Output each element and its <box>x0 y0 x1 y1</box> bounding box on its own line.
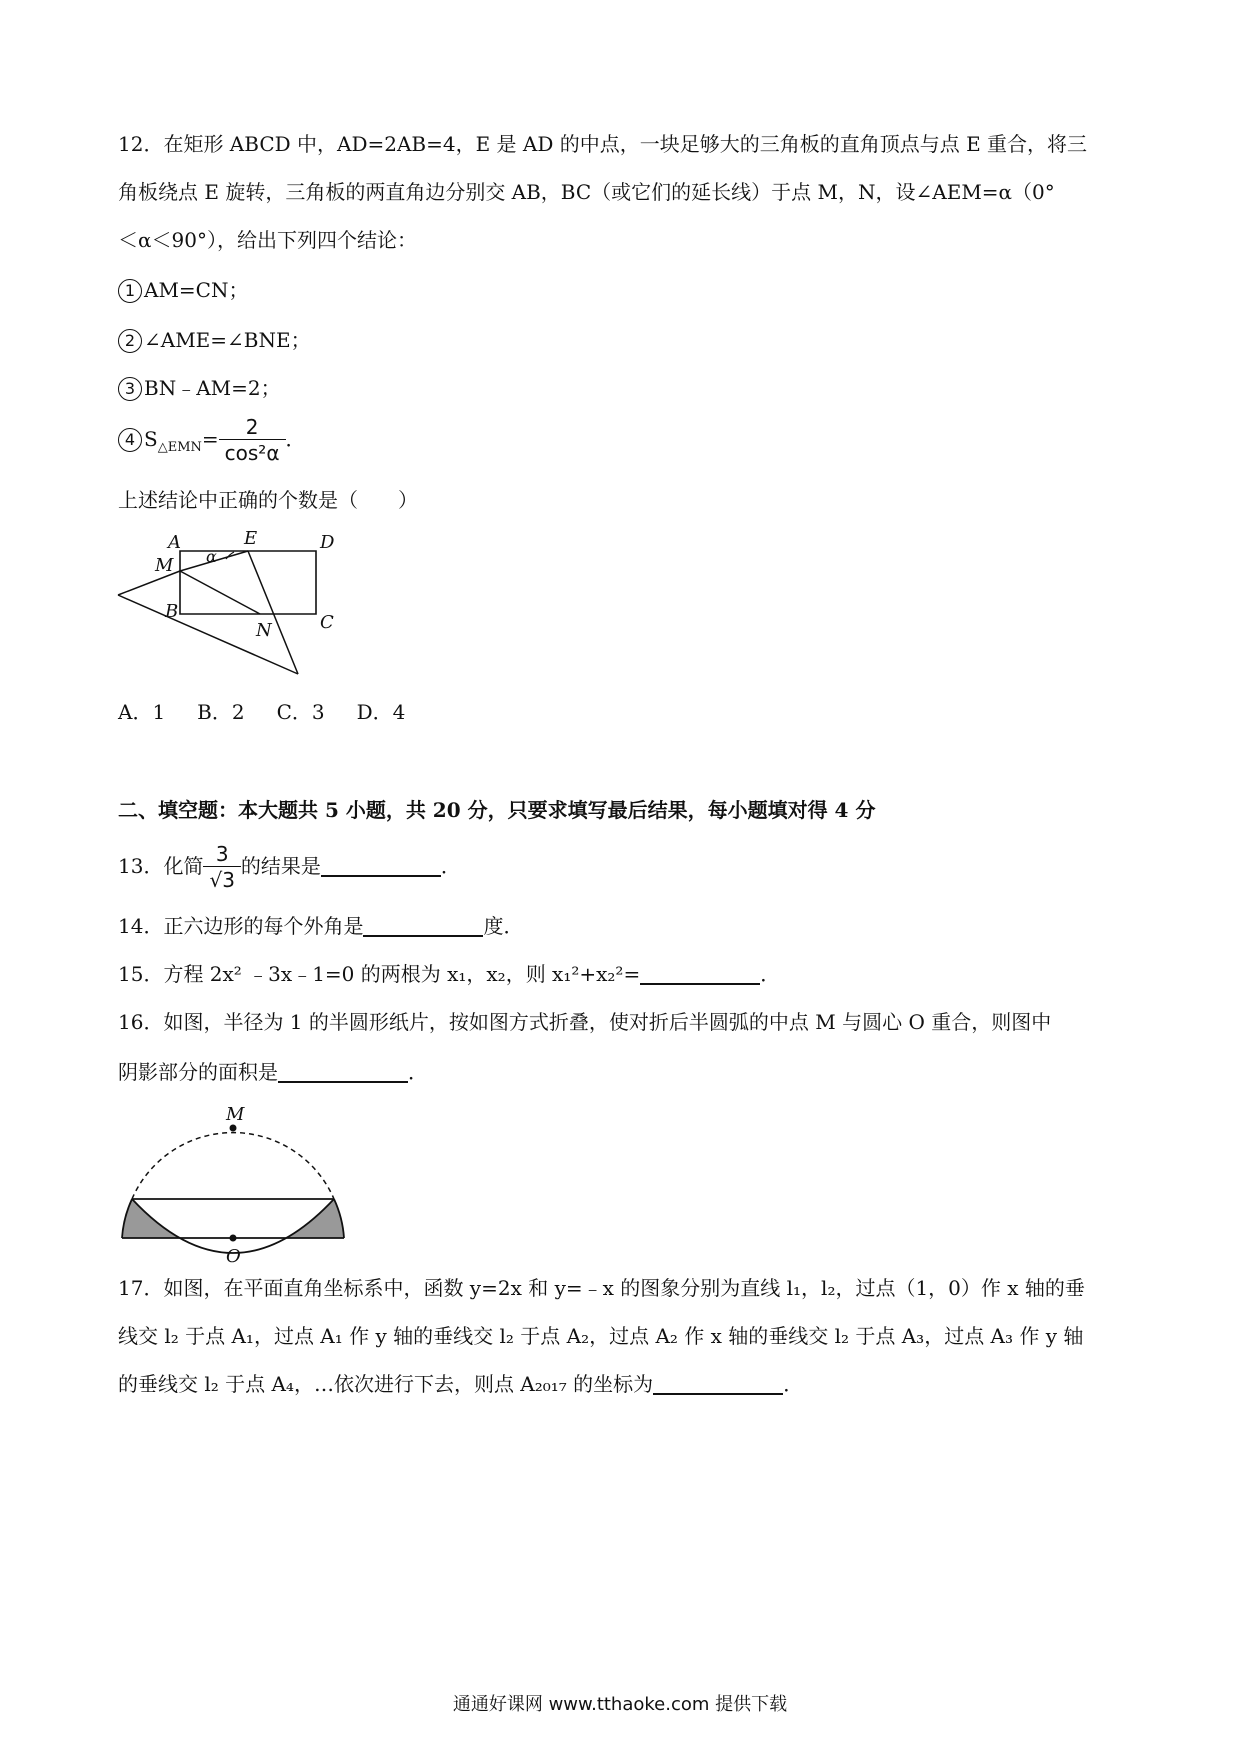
label-d: D <box>320 532 335 553</box>
q15-text: 15．方程 2x² ﹣3x﹣1=0 的两根为 x₁，x₂，则 x₁²+x₂²= <box>118 962 641 986</box>
q17-line-1: 17．如图，在平面直角坐标系中，函数 y=2x 和 y=﹣x 的图象分别为直线 l₁，l₂，过点（1，0）作 x 轴的垂 <box>118 1276 1085 1300</box>
q12-conclusion-1 <box>118 276 248 304</box>
label-o: O <box>226 1246 241 1267</box>
folded-arc <box>132 1199 334 1253</box>
q16-answer-blank[interactable] <box>278 1059 408 1083</box>
q13-prefix: 13．化简 <box>118 854 204 878</box>
conclusion-text: ∠AME=∠BNE； <box>144 328 311 352</box>
q13-suffix: 的结果是 <box>240 854 321 878</box>
q16-line-1: 16．如图，半径为 1 的半圆形纸片，按如图方式折叠，使对折后半圆弧的中点 M 与圆心 O 重合，则图中 <box>118 1010 1052 1034</box>
label-b: B <box>165 601 179 622</box>
q12-options <box>118 698 437 726</box>
option-c: C．3 <box>276 700 325 724</box>
q12-conclusion-3 <box>118 374 281 402</box>
q12-line-3: ＜α＜90°），给出下列四个结论： <box>118 228 417 252</box>
q17-line-3 <box>118 1370 803 1398</box>
q13-fraction <box>203 842 240 893</box>
label-m: M <box>155 555 174 576</box>
circled-number: 1 <box>118 279 142 303</box>
label-m: M <box>226 1104 245 1125</box>
point-m <box>230 1125 237 1132</box>
fraction-numerator: 2 <box>245 415 259 439</box>
q12-line-1: 12．在矩形 ABCD 中，AD=2AB=4，E 是 AD 的中点，一块足够大的三角板的直角顶点与点 E 重合，将三 <box>118 132 1088 156</box>
fraction-denominator: cos²α <box>219 439 286 466</box>
equals-sign: = <box>201 427 219 451</box>
page-footer: 通通好课网 www.tthaoke.com 提供下载 <box>452 1694 788 1715</box>
q14-answer-blank[interactable] <box>363 913 483 937</box>
circled-number: 3 <box>118 377 142 401</box>
option-d: D．4 <box>356 700 406 724</box>
q12-conclusion-4 <box>118 412 306 475</box>
q13-answer-blank[interactable] <box>321 853 441 877</box>
q17-text: 的垂线交 l₂ 于点 A₄，…依次进行下去，则点 A₂₀₁₇ 的坐标为 <box>118 1372 654 1396</box>
option-a: A．1 <box>118 700 166 724</box>
q17-line-2: 线交 l₂ 于点 A₁，过点 A₁ 作 y 轴的垂线交 l₂ 于点 A₂，过点 A₂ 作 x 轴的垂线交 l₂ 于点 A₃，过点 A₃ 作 y 轴 <box>118 1324 1084 1348</box>
q15-answer-blank[interactable] <box>640 961 760 985</box>
q14-prefix: 14．正六边形的每个外角是 <box>118 914 364 938</box>
label-alpha: α <box>206 547 217 566</box>
q14-suffix: 度． <box>483 914 524 938</box>
q16-line-2 <box>118 1058 428 1086</box>
circled-number: 2 <box>118 329 142 353</box>
area-subscript: △EMN <box>157 440 202 455</box>
q14 <box>118 912 523 940</box>
label-c: C <box>320 612 334 633</box>
fraction-numerator: 3 <box>215 842 229 866</box>
q16-text: 阴影部分的面积是 <box>118 1060 278 1084</box>
q12-question: 上述结论中正确的个数是（ ） <box>118 488 418 512</box>
label-e: E <box>244 528 258 549</box>
fraction-denominator: √3 <box>203 866 240 893</box>
period: ． <box>783 1372 804 1396</box>
period: ． <box>440 854 461 878</box>
period: ． <box>408 1060 428 1084</box>
q12-rectangle-figure <box>108 524 348 684</box>
conclusion-text: BN﹣AM=2； <box>144 376 281 400</box>
q16-semicircle-figure <box>108 1092 358 1267</box>
point-o <box>230 1235 237 1242</box>
label-n: N <box>256 620 272 641</box>
q13 <box>118 838 461 894</box>
fraction <box>219 415 286 466</box>
original-arc-dashed <box>132 1133 334 1199</box>
section-2-heading: 二、填空题：本大题共 5 小题，共 20 分，只要求填写最后结果，每小题填对得 4 分 <box>118 798 876 822</box>
circled-number: 4 <box>118 428 142 452</box>
period: ． <box>285 427 306 451</box>
conclusion-text: AM=CN； <box>144 278 249 302</box>
q15 <box>118 960 780 988</box>
segment-mn <box>180 571 260 614</box>
q12-conclusion-2 <box>118 326 311 354</box>
period: ． <box>760 962 781 986</box>
option-b: B．2 <box>197 700 245 724</box>
q12-line-2: 角板绕点 E 旋转，三角板的两直角边分别交 AB，BC（或它们的延长线）于点 M，N，设∠AEM=α（0° <box>118 180 1055 204</box>
area-symbol: S <box>144 427 158 451</box>
label-a: A <box>168 532 181 553</box>
q17-answer-blank[interactable] <box>653 1371 783 1395</box>
